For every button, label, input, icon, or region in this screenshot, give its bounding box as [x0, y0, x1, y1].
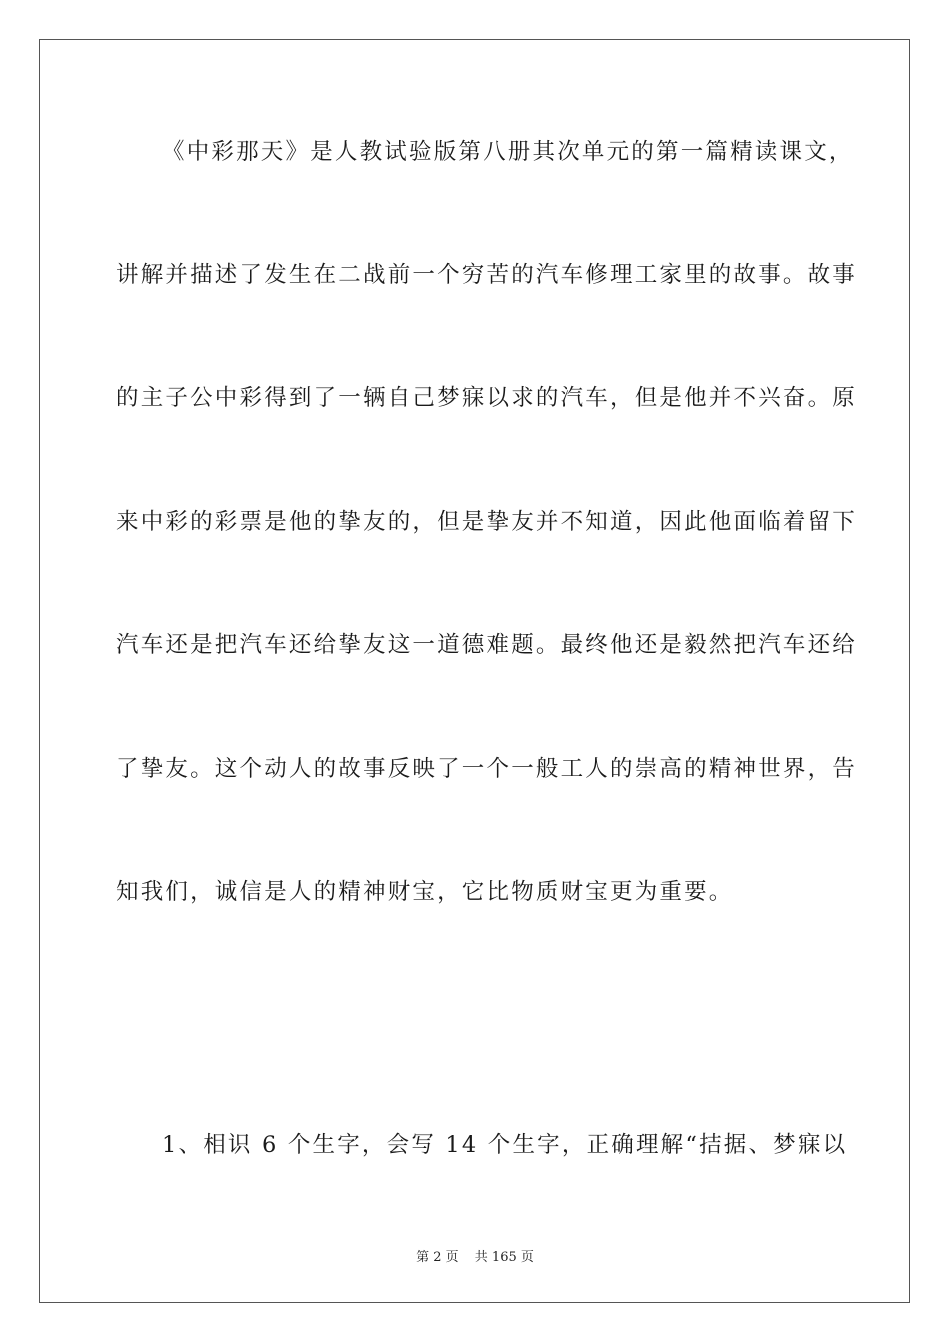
paragraph-line: 的主子公中彩得到了一辆自己梦寐以求的汽车，但是他并不兴奋。原: [116, 385, 858, 411]
page-number: 第 2 页: [416, 1250, 459, 1265]
paragraph-line: 知我们，诚信是人的精神财宝，它比物质财宝更为重要。: [116, 879, 734, 905]
page-total: 共 165 页: [474, 1250, 534, 1265]
paragraph-line: 《中彩那天》是人教试验版第八册其次单元的第一篇精读课文，: [162, 139, 854, 165]
paragraph-line: 讲解并描述了发生在二战前一个穷苦的汽车修理工家里的故事。故事: [116, 262, 858, 288]
page-border: [39, 39, 910, 1303]
paragraph-line: 来中彩的彩票是他的挚友的，但是挚友并不知道，因此他面临着留下: [116, 509, 858, 535]
page-footer: [0, 1246, 950, 1265]
paragraph-line: 了挚友。这个动人的故事反映了一个一般工人的崇高的精神世界，告: [116, 756, 858, 782]
paragraph-line: 汽车还是把汽车还给挚友这一道德难题。最终他还是毅然把汽车还给: [116, 632, 858, 658]
paragraph-line: 1、相识 6 个生字，会写 14 个生字，正确理解“拮据、梦寐以: [162, 1132, 848, 1158]
